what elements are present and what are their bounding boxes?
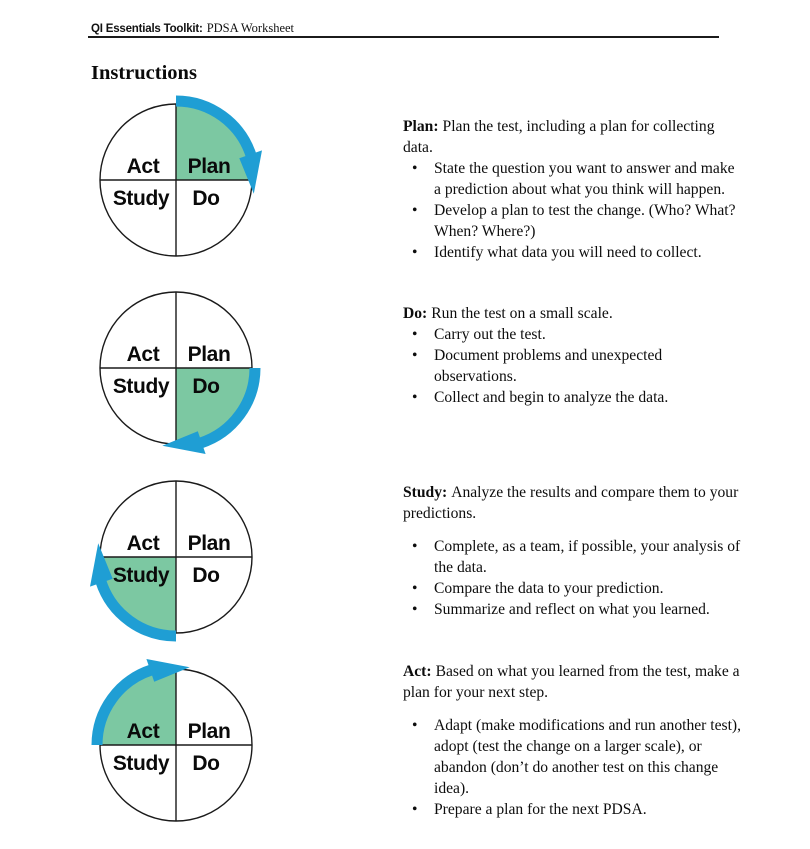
list-item <box>403 345 743 387</box>
section-lead: Do: <box>403 305 428 322</box>
list-item <box>403 387 743 408</box>
bullet-icon: • <box>412 538 418 555</box>
list-item <box>403 324 743 345</box>
bullet-text: Develop a plan to test the change. (Who? What? When? Where?) <box>434 202 736 240</box>
pdsa-cycle-diagram-act <box>91 660 261 830</box>
bullet-text: Document problems and unexpected observations. <box>434 347 663 385</box>
pdsa-cycle-diagram-study <box>91 472 261 642</box>
section-plan <box>403 116 743 263</box>
bullet-icon: • <box>412 160 418 177</box>
quadrant-label-study: Study <box>112 564 170 587</box>
section-intro-text: Plan the test, including a plan for collecting data. <box>403 118 715 156</box>
section-intro-text: Based on what you learned from the test, make a plan for your next step. <box>403 663 740 701</box>
quadrant-label-plan: Plan <box>187 343 231 366</box>
section-lead: Study: <box>403 484 448 501</box>
quadrant-label-do: Do <box>192 375 220 398</box>
page-title: Instructions <box>91 62 197 84</box>
bullet-icon: • <box>412 244 418 261</box>
list-item <box>403 158 743 200</box>
bullet-text: Adapt (make modifications and run another test), adopt (test the change on a larger scale), or abandon (don’t do another test on this change idea). <box>434 717 742 797</box>
bullet-text: State the question you want to answer and make a prediction about what you think will happen. <box>434 160 735 198</box>
bullet-icon: • <box>412 717 418 734</box>
pdsa-cycle-diagram-do <box>91 283 261 453</box>
quadrant-label-plan: Plan <box>187 532 231 555</box>
section-intro <box>403 303 743 324</box>
quadrant-label-study: Study <box>112 187 170 210</box>
list-item <box>403 715 743 799</box>
quadrant-label-do: Do <box>192 752 220 775</box>
list-item <box>403 578 743 599</box>
bullet-icon: • <box>412 202 418 219</box>
quadrant-label-act: Act <box>126 532 160 555</box>
quadrant-label-plan: Plan <box>187 155 231 178</box>
quadrant-label-plan: Plan <box>187 720 231 743</box>
section-intro-text: Analyze the results and compare them to your predictions. <box>403 484 739 522</box>
bullet-text: Prepare a plan for the next PDSA. <box>434 801 647 818</box>
bullet-text: Summarize and reflect on what you learned. <box>434 601 710 618</box>
section-intro <box>403 116 743 158</box>
bullet-list <box>403 324 743 408</box>
list-item <box>403 536 743 578</box>
quadrant-label-study: Study <box>112 375 170 398</box>
bullet-text: Collect and begin to analyze the data. <box>434 389 669 406</box>
pdsa-cycle-diagram-plan <box>91 95 261 265</box>
section-intro <box>403 482 743 524</box>
bullet-list <box>403 715 743 820</box>
quadrant-label-study: Study <box>112 752 170 775</box>
section-act <box>403 661 743 820</box>
toolkit-label: QI Essentials Toolkit: <box>91 23 203 35</box>
bullet-text: Identify what data you will need to collect. <box>434 244 702 261</box>
bullet-icon: • <box>412 326 418 343</box>
document-title: PDSA Worksheet <box>206 21 295 35</box>
list-item <box>403 599 743 620</box>
bullet-icon: • <box>412 601 418 618</box>
header-rule <box>88 36 719 38</box>
bullet-text: Complete, as a team, if possible, your analysis of the data. <box>434 538 741 576</box>
bullet-icon: • <box>412 580 418 597</box>
list-item <box>403 200 743 242</box>
quadrant-label-act: Act <box>126 720 160 743</box>
quadrant-label-act: Act <box>126 343 160 366</box>
section-do <box>403 303 743 408</box>
bullet-icon: • <box>412 347 418 364</box>
section-lead: Act: <box>403 663 432 680</box>
bullet-list <box>403 158 743 263</box>
section-intro <box>403 661 743 703</box>
bullet-icon: • <box>412 389 418 406</box>
bullet-text: Compare the data to your prediction. <box>434 580 664 597</box>
quadrant-label-act: Act <box>126 155 160 178</box>
quadrant-label-do: Do <box>192 564 220 587</box>
quadrant-label-do: Do <box>192 187 220 210</box>
bullet-icon: • <box>412 801 418 818</box>
list-item <box>403 242 743 263</box>
bullet-text: Carry out the test. <box>434 326 546 343</box>
bullet-list <box>403 536 743 620</box>
page-header <box>91 19 294 37</box>
list-item <box>403 799 743 820</box>
section-study <box>403 482 743 620</box>
section-intro-text: Run the test on a small scale. <box>431 305 613 322</box>
section-lead: Plan: <box>403 118 439 135</box>
